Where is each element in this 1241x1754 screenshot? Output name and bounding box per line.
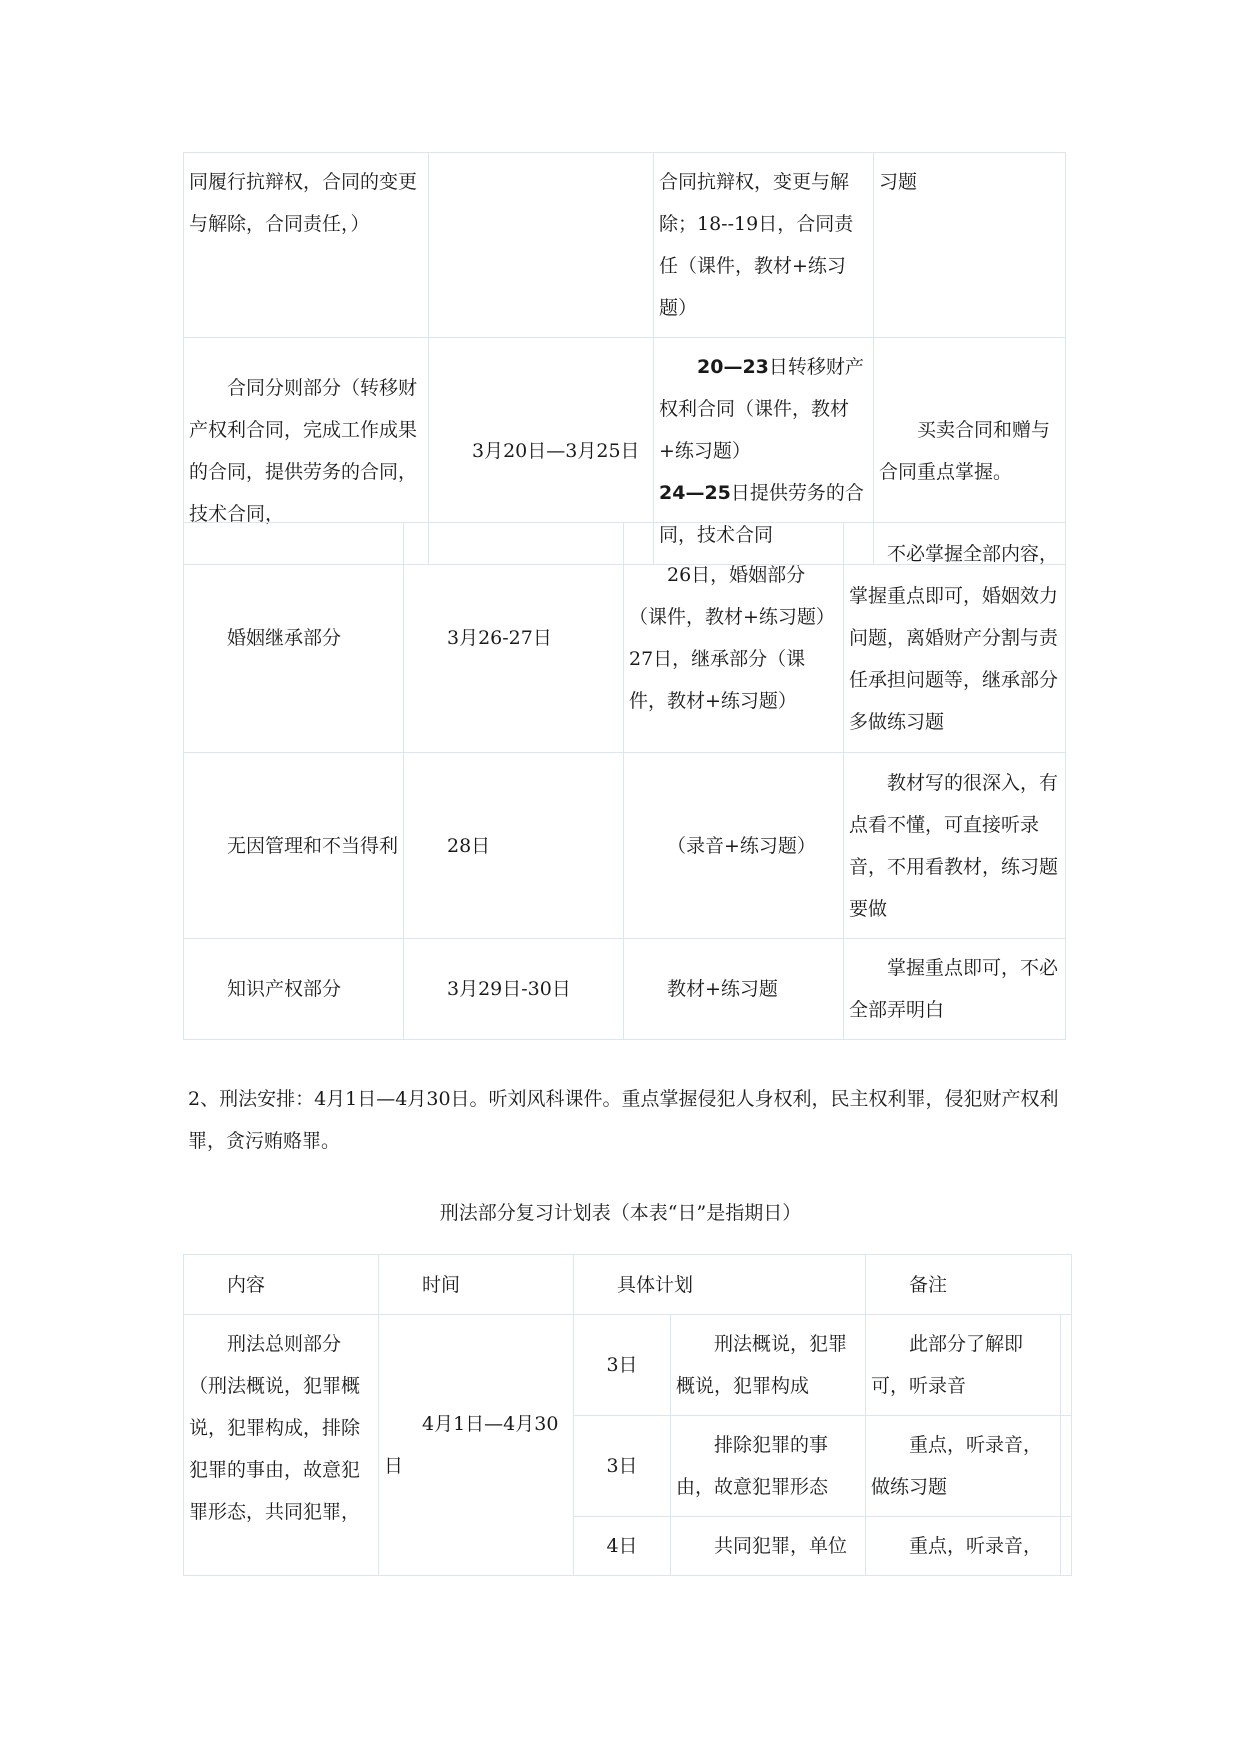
time-cell: 28日 xyxy=(404,753,624,939)
content-cell: 同履行抗辩权，合同的变更与解除，合同责任，） xyxy=(184,153,429,338)
edge-cell xyxy=(1061,1315,1072,1416)
plan-a-dates: 20—23 xyxy=(697,356,769,378)
content-cell: 无因管理和不当得利 xyxy=(184,753,404,939)
plan-cell: 教材+练习题 xyxy=(624,939,844,1040)
content-cell: 知识产权部分 xyxy=(184,939,404,1040)
days-cell: 3日 xyxy=(574,1416,671,1517)
criminal-law-table xyxy=(183,1254,1072,1576)
note-cell: 此部分了解即可，听录音 xyxy=(866,1315,1061,1416)
edge-cell xyxy=(1061,1517,1072,1576)
time-cell: 3月29日-30日 xyxy=(404,939,624,1040)
note-cell: 不必掌握全部内容，掌握重点即可，婚姻效力问题，离婚财产分割与责任承担问题等，继承部分多做练习题 xyxy=(844,523,1066,753)
plan-cell: 共同犯罪，单位 xyxy=(671,1517,866,1576)
note-cell: 买卖合同和赠与合同重点掌握。 xyxy=(874,338,1066,565)
table-row xyxy=(184,523,1066,753)
note-cell: 重点，听录音， xyxy=(866,1517,1061,1576)
time-cell: 3月20日—3月25日 xyxy=(429,338,654,565)
plan-b-text: 日提供劳务的合同，技术合同 xyxy=(659,482,864,546)
plan-line-b: 27日，继承部分（课件，教材+练习题） xyxy=(629,647,806,712)
time-cell: 4月1日—4月30日 xyxy=(379,1315,574,1576)
note-cell: 掌握重点即可，不必全部弄明白 xyxy=(844,939,1066,1040)
note-cell: 重点，听录音，做练习题 xyxy=(866,1416,1061,1517)
plan-line-a: 26日，婚姻部分（课件，教材+练习题） xyxy=(629,563,835,628)
note-cell: 教材写的很深入，有点看不懂，可直接听录音，不用看教材，练习题要做 xyxy=(844,753,1066,939)
content-cell: 刑法总则部分（刑法概说，犯罪概说，犯罪构成，排除犯罪的事由，故意犯罪形态，共同犯罪， xyxy=(184,1315,379,1576)
days-cell: 3日 xyxy=(574,1315,671,1416)
time-cell xyxy=(429,153,654,338)
header-time: 时间 xyxy=(379,1255,574,1315)
edge-cell xyxy=(1061,1416,1072,1517)
plan-cell xyxy=(624,523,844,753)
time-cell: 3月26-27日 xyxy=(404,523,624,753)
days-cell: 4日 xyxy=(574,1517,671,1576)
table-row xyxy=(184,1315,1072,1416)
criminal-law-schedule-paragraph: 2、刑法安排：4月1日—4月30日。听刘风科课件。重点掌握侵犯人身权利，民主权利罪，侵犯财产权利罪，贪污贿赂罪。 xyxy=(188,1088,1059,1152)
table-row xyxy=(184,153,1066,338)
criminal-law-table-caption: 刑法部分复习计划表（本表“日”是指期日） xyxy=(439,1202,802,1224)
header-content: 内容 xyxy=(184,1255,379,1315)
table-row xyxy=(184,753,1066,939)
plan-line-a xyxy=(659,346,868,472)
table-header-row xyxy=(184,1255,1072,1315)
table-row xyxy=(184,939,1066,1040)
header-plan: 具体计划 xyxy=(574,1255,866,1315)
civil-law-table-1 xyxy=(183,152,1066,565)
plan-cell: 刑法概说，犯罪概说，犯罪构成 xyxy=(671,1315,866,1416)
content-cell: 婚姻继承部分 xyxy=(184,523,404,753)
note-cell: 习题 xyxy=(874,153,1066,338)
civil-law-table-2 xyxy=(183,522,1066,1040)
header-note: 备注 xyxy=(866,1255,1072,1315)
content-cell: 合同分则部分（转移财产权利合同，完成工作成果的合同，提供劳务的合同，技术合同， xyxy=(184,338,429,565)
plan-cell: 排除犯罪的事由，故意犯罪形态 xyxy=(671,1416,866,1517)
plan-b-dates: 24—25 xyxy=(659,482,731,504)
plan-cell: （录音+练习题） xyxy=(624,753,844,939)
plan-cell: 合同抗辩权，变更与解除；18--19日，合同责任（课件，教材+练习题） xyxy=(654,153,874,338)
plan-a-text: 日转移财产权利合同（课件，教材+练习题） xyxy=(659,356,864,462)
